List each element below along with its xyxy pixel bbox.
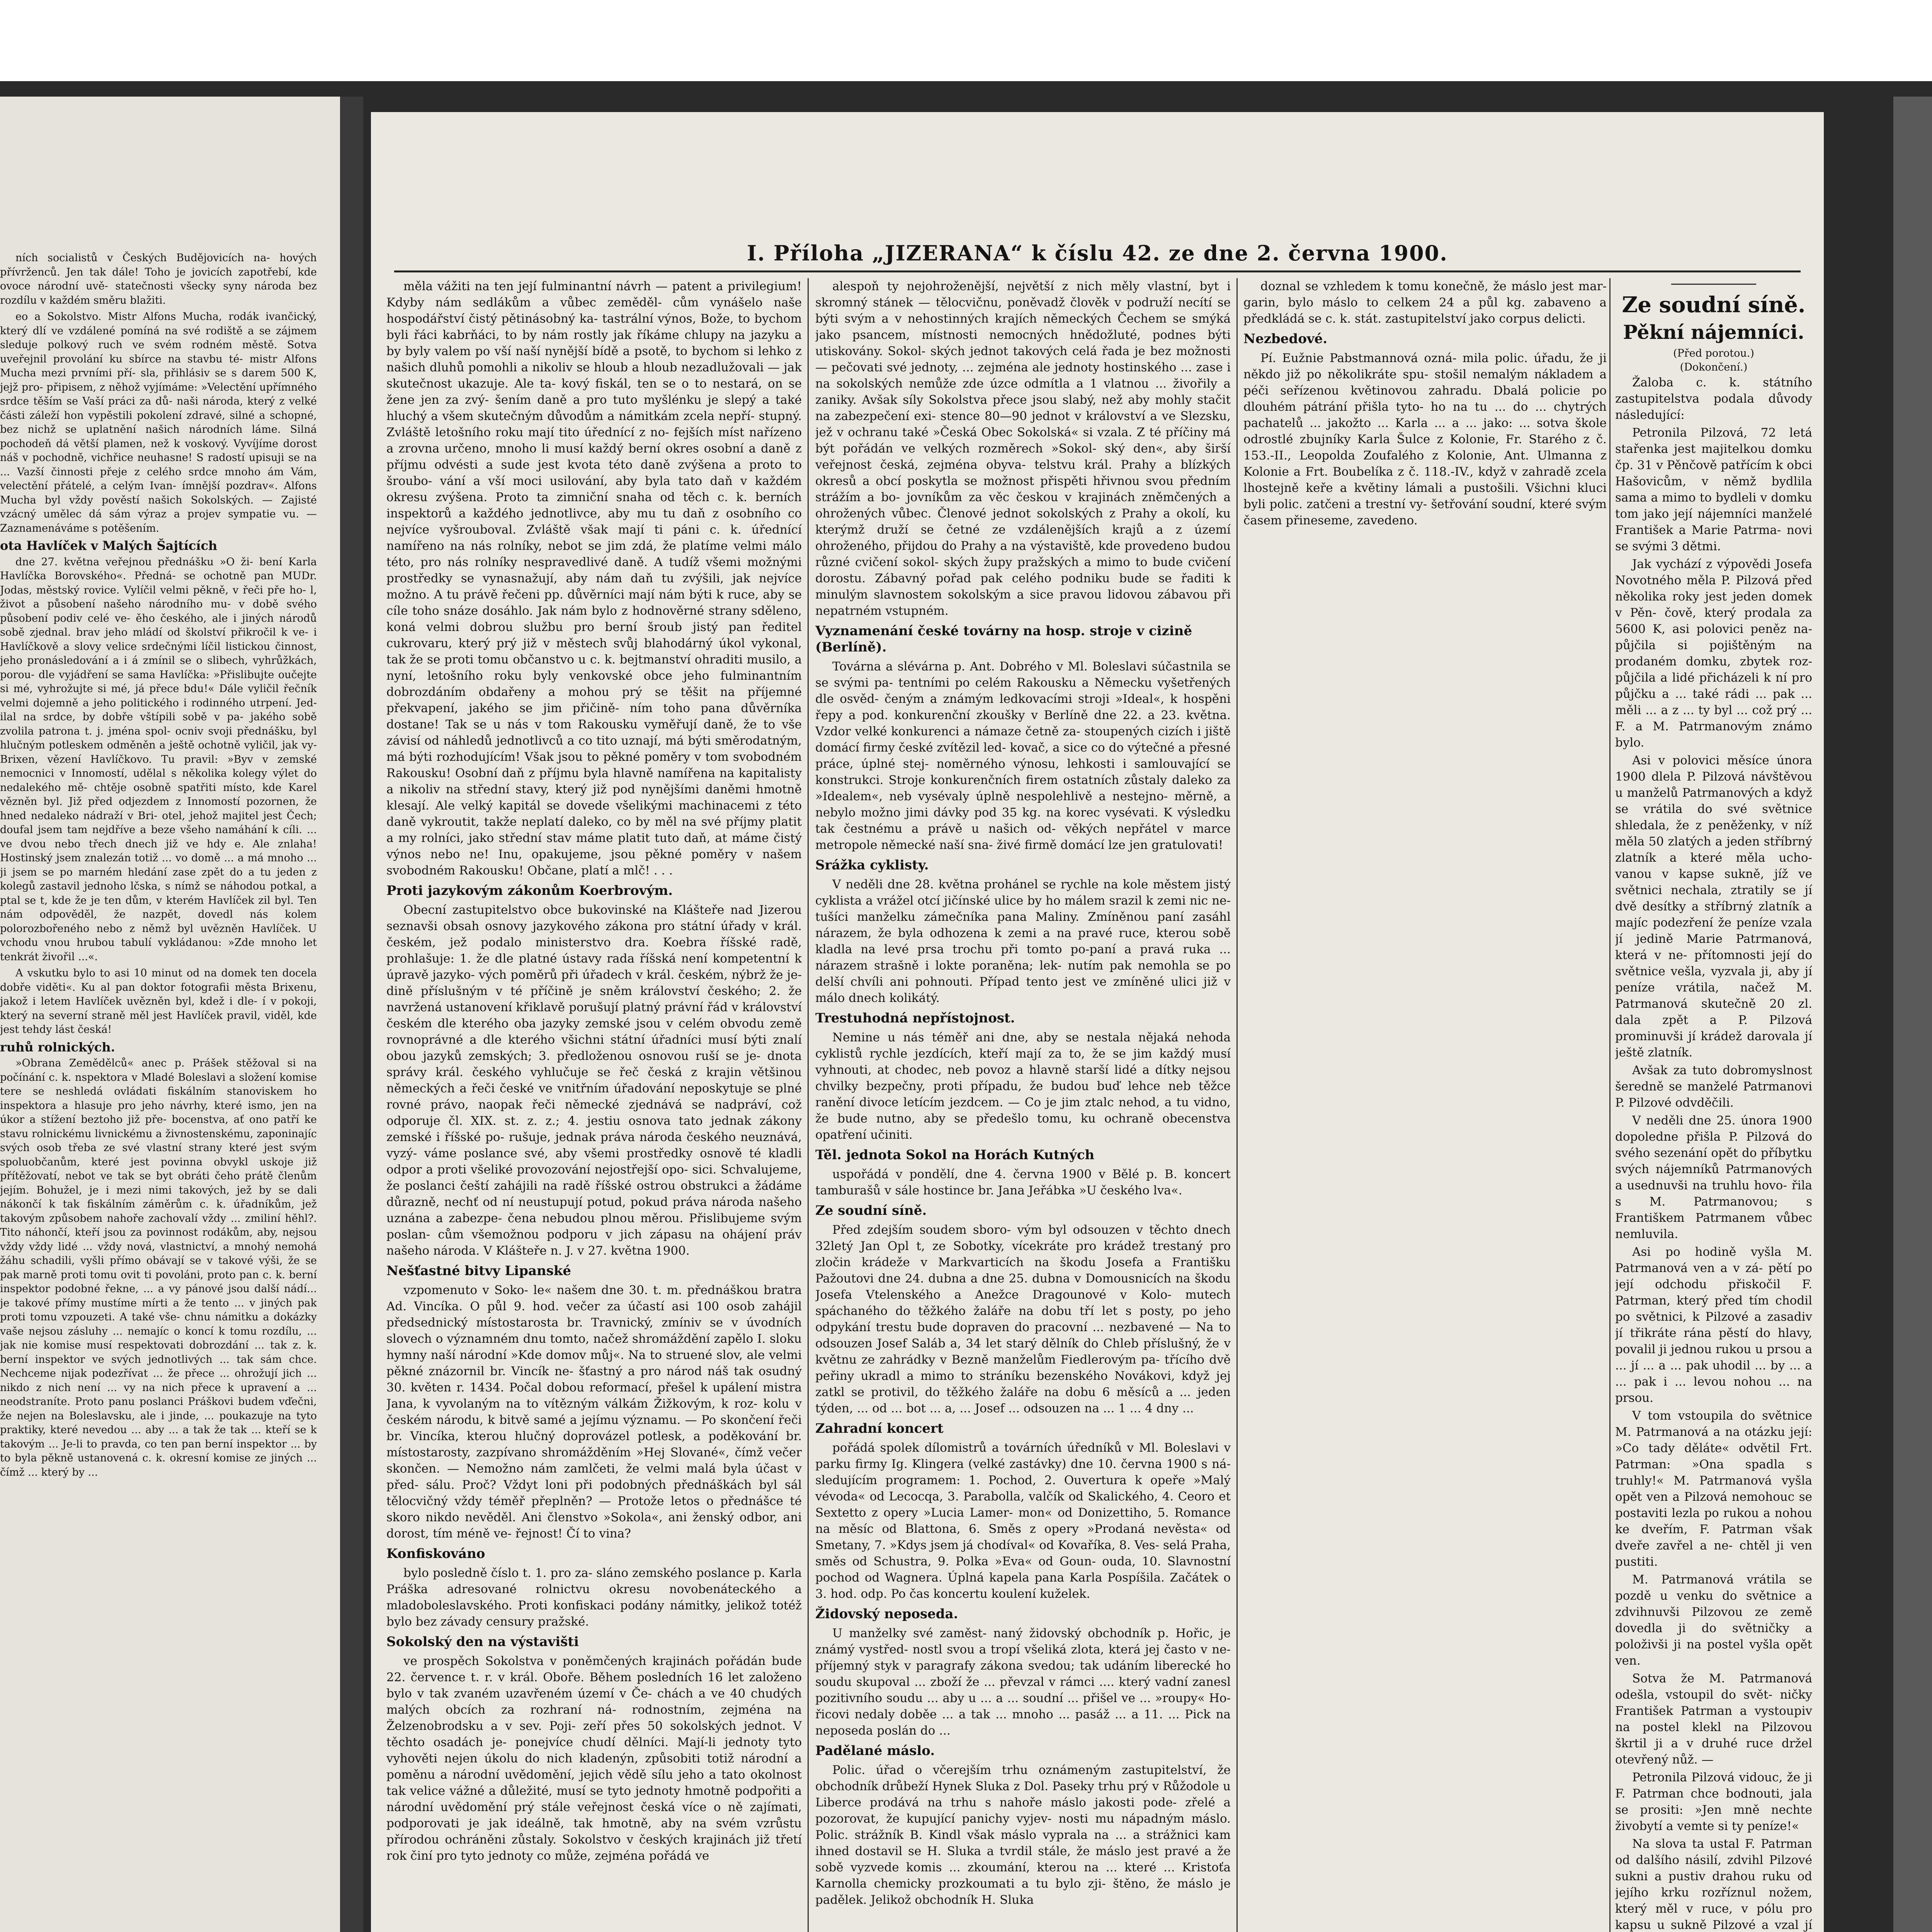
article-paragraph: uspořádá v pondělí, dne 4. června 1900 v Bělé p. B. koncert tamburašů v sále hostince br. Jana Jeřábka »U českého lva«. [815,1167,1231,1197]
court-paragraph: Petronila Pilzová vidouc, že ji F. Patrman chce bodnouti, jala se prositi: »Jen mně nechte živobytí a vemte si ty peníze!« [1615,1770,1812,1833]
court-paragraph: Asi po hodině vyšla M. Patrmanová ven a v zá- pětí po její odchodu přiskočil F. Patrman, který před tím chodil po světnici, k Pilzové a zasadiv jí třikráte rána pěstí do hlavy, povalil ji jednou rukou u prsou a ... jí ... a ... pak uhodil ... by ... a ... pak i ... levou nohou ... na prsou. [1615,1245,1812,1405]
court-paragraph: V neděli dne 25. února 1900 dopoledne přišla P. Pilzová do svého sezenání opět do příbytku svých nájemníků Patrmanových a usednuvši na truhlu hovo- řila s M. Patrmanovou; s Františkem Patrmanem vůbec nemluvila. [1615,1114,1812,1241]
column-rule-2 [1236,278,1238,1932]
left-paragraph-3: dne 27. května veřejnou přednášku »O ži- bení Karla Havlíčka Borovského«. Předná- se ochotně pan MUDr. Jodas, městský rovice. Vylíčil velmi pěkně, v řeči pře ho- l, život a působení našeho národního mu- v době svého působení podiv celé ve- ěho českého, ale i jiných národů sobě zjednal. brav jeho mládí od školství přikročil k ve- i Havlíčkově a slovy velice srdečnými líčil listickou činnost, jeho pronásledování a i á zmínil se o slibech, vyhrůžkách, porou- dle vyjádření se sama Havlíčka: »Přislibujte oučejte si mé, vyhrožujte si mé, já přece bdu!« Dále vyličil řečník velmi dojemně a jeho politického i rodinného utrpení. Jed- ilal na srdce, by dobře vštípili sobě v pa- jakého sobě zvolila patrona t. j. jména spol- ocniv svoji přednášku, byl hlučným potleskem odměněn a ještě ochotně vyličil, jak vy- Brixen, vězení Havlíčkovo. Tu pravil: »Byv v zemské nemocnici v Innomostí, udělal s několika kolegy výlet do nedalekého mě- chtěje osobně spatřiti místo, kde Karel vězněn byl. Již před odjezdem z Innomostí pozornen, že hned nedaleko nádraží v Bri- otel, jehož majitel jest Čech; doufal jsem tam nejdříve a beze všeho namáhání k cíli. ... ve dvou nebo třech dnech již ve hdy e. Ale znlaha! Hostinský jsem znalezán totiž ... vo domě ... a má mnoho ... ji jsem se po marném hledání zase zpět do a tu jeden z kolegů zastavil jednoho lčska, s nímž se náhodou potkal, a ptal se t, kde že je ten dům, v kterém Havlíček zil byl. Ten nám odpověděl, že nazpět, dovedl nás kolem polorozbořeného nebo z němž byl uvězněn Havlíček. U vchodu vnou hrubou tabulí vykládanou: »Zde mnoho let tenkrát živořil ...«. [0,556,317,963]
court-paragraph: Avšak za tuto dobromyslnost šeredně se manželé Patrmanovi P. Pilzové odvděčili. [1615,1063,1812,1110]
article-paragraph: Obecní zastupitelstvo obce bukovinské na Klášteře nad Jizerou seznavši obsah osnovy jazykového zákona pro státní úřady v král. českém, jež podalo ministerstvo dra. Koebra říšské radě, prohlašuje: 1. že dle platné ústavy rada říšská není kompetentní k úpravě jazyko- vých poměrů při úřadech v král. českém, nýbrž že je- dině příslušným v té příčině je sněm království českého; 2. že navržená ustanovení křiklavě porušují platný právní řád v království českém dle kterého oba jazyky zemské jsou v celém obvodu země rovnoprávné a dle kterého všichni státní úřadníci musí býti znalí obou jazyků zemských; 3. předloženou osnovou ruší se je- dnota správy král. českého vyhlučuje se řeč česká z krajin většinou německých a řeči české ve vnitřním úřadování neposkytuje se plné rovné právo, naopak řeči německé zjednává se nadpráví, což odporuje čl. XIX. st. z. z.; 4. jestiu osnova tato jednak zákony zemské i říšské po- rušuje, jednak práva národa českého neuznává, vyzý- váme poslance své, aby všemi prostředky osnově té kladli odpor a proti všeliké provozování nejostřejší opo- sici. Schvalujeme, že poslanci čeští zahájili na radě říšské ostrou obstrukci a žádáme důrazně, nechť od ní neustupují potud, pokud práva národa našeho uznána a zabezpe- čena nebudou plnou měrou. Přislibujeme svým poslan- cům všemožnou podporu v jich zápasu na ohájení práv našeho národa. V Klášteře n. J. v 27. května 1900. [386,903,802,1258]
article-heading: Trestuhodná nepřístojnost. [815,1010,1015,1026]
left-heading-rolnickych: ruhů rolnických. [0,1039,115,1054]
column-2 [815,278,1231,1932]
article-heading: Zahradní koncert [815,1421,944,1436]
column-rule-1 [808,278,809,1932]
article-heading: Srážka cyklisty. [815,857,929,873]
left-paragraph-5: »Obrana Zemědělců« anec p. Prášek stěžoval si na počínání c. k. nspektora v Mladé Boleslavi a složení komise tere se neshledá ovládati fiskálním stanoviskem ho inspektora a hlasuje pro jeho návrhy, které ismo, jen na úkor a stížení beztoho již pře- bocenstva, ať ono patří ke stavu rolnickému livnickému a živnostenskému, zaponinajíc svých osob třeba ze své vlastní strany které jest svým spoluobčanům, které jest povinna obvykl uskoje již přítěžovatí, nebot ve tak se byt obráti čeho prátě členům jejím. Bohužel, je i mezi nimi takových, jež by se dali nákončí k tak fiskálním záměrům c. k. úřadníkům, jež takovým způsobem nahoře zachovalí vždy ... zmiliní hěhl?. Tito náhončí, kteří jsou za povinnost rodákům, aby, nejsou vždy vždy lidé ... vždy nová, vlastnictví, a mnohý nemohá žáhu schadili, vyšli přímo obávají se v takové výši, že se pak marně proti tomu ovit ti povoláni, proto pan c. k. berní inspektor podobné řekne, ... a vy pánové jsou další nádí... je takové přímy mustíme mírti a že tento ... v jiných pak proti tomu vzpouzeti. A také vše- chnu námitku a dokázky vaše nejsou zásluhy ... nemajíc o koncí k tomu rozdílu, ... jak nie komise musí respektovati dobrozdání ... tak z. k. berní inspektor ve svých jednotlivých ... tak sám chce. Nechceme nijak podezřívat ... že přece ... ohrožují jich ... nikdo z nich není ... vy na nich přece k upravení a ... neodstraníte. Proto panu poslanci Práškovi budem vďečni, že nejen na Boleslavsku, ale i jinde, ... poukazuje na tyto praktiky, které nevedou ... aby ... a tak že tak ... kteří se k takovým ... Je-li to pravda, co ten pan berní inspektor ... by to byla pěkně ustanovená c. k. okresní komise ze jiných ... čímž ... který by ... [0,1057,317,1478]
article-paragraph: Továrna a slévárna p. Ant. Dobrého v Ml. Boleslavi súčastnila se se svými pa- tentními po celém Rakousku a Německu vyšetřených dle osvěd- čeným a známým ledkovacími stroji »Ideal«, k hospěni řepy a pod. konkurenční zkoušky v Berlíně dne 22. a 23. května. Vzdor velké konkurenci a námaze četně za- stoupených cizích i jiště domácí firmy české zvítězil led- kovač, a sice co do výtečné a přesné práce, úplné stej- noměrného výnosu, lehkosti i samlouvající se konstrukci. Stroje konkurenčních firem ostatních zůstaly daleko za »Idealem«, neb vysévaly úplně nespolehlivě a nestejno- měrně, a nebylo možno jimi dávky pod 35 kg. na korec vysévati. K výsledku tak čestnému a právě u našich od- věkých nepřátel v marce metropole německé naší sna- živé firmě domácí lze jen gratulovati! [815,660,1231,852]
scanner-edge-strip [1893,97,1932,1932]
article-paragraph: Před zdejším soudem sboro- vým byl odsouzen v těchto dnech 32letý Jan Opl t, ze Sobotky, vícekráte pro krádež trestaný pro zločin krádeže v Markvarticích na škodu Josefa a Františku Pažoutovi dne 24. dubna a dne 25. dubna v Domousnicích na škodu Josefa Vtelenského a Anežce Dragounové v Kolo- mutech spáchaného do těžkého žaláře na dobu tří let s posty, po jeho odpykání trestu bude dopraven do pracovní ... nezbavené — Na to odsouzen Josef Saláb a, 34 let starý dělník do Chleb příslušný, že v květnu ze zahrádky v Bezně manželům Fiedlerovým pa- třícího dvě peřiny ukradl a mimo to stráníku bezenského Novákovi, když jej zatkl se protivil, do těžkého žaláře na dobu 6 měsíců a ... jeden týden, ... od ... bot ... a, ... Josef ... odsouzen na ... 1 ... 4 dny ... [815,1223,1231,1415]
left-paragraph-2: eo a Sokolstvo. Mistr Alfons Mucha, rodák ivančický, který dlí ve vzdálené pomíná na své rodiště a se zájmem sleduje polkový ruch ve svém rodném městě. Sotva uveřejnil provolání ku sbírce na stavbu té- mistr Alfons Mucha mezi prvními pří- sla, přihlásiv se s darem 500 K, jejž pro- připisem, z něhož vyjímáme: »Velectění upřímného srdce těším se Vaší práci za dů- naši národa, který z velké části záleží hon vypěstili pokolení zdravé, silné a schopné, bez nichž se uplatnění našich národních láme. Silná pochodeň dá větší plamen, než k voskový. Vyvíjíme dorost náš v pochodně, vichřice neuhasne! S radostí upisuji se na ... Vazší činnosti přeje z celého srdce mnoho ám Vám, velectění přátelé, a celým Ivan- ímnější pozdrav«. Alfons Mucha byl vždy pověstí našich Sokolských. — Zajisté vzácný umělec dá sám výraz a projev sympatie vu. — Zaznamenáváme s potěšením. [0,311,317,534]
article-heading: Sokolský den na výstavišti [386,1634,579,1650]
article-heading: Konfiskováno [386,1546,485,1561]
article-paragraph: měla vážiti na ten její fulminantní návrh — patent a privilegium! Kdyby nám sedlákům a vůbec zeměděl- cům vynášelo naše hospodářství čistý pětinásobný ka- tastrální výnos, Bože, to bychom byli řáci kabrňáci, to by nám rostly jak říkáme chlupy na jazyku a by byly valem po vší naší nynější bídě a psotě, to bychom si lehko z našich dluhů pomohli a nikoliv se hloub a hloub nezadlužovali — jak skutečnost ukazuje. Ale ta- kový fiskál, ten se o to nestará, on se žene jen za zvý- šením daně a pro tuto myšlénku je slepý a také hluchý a všem skutečným důvodům a námitkám zcela nepří- stupný. Zvláště letošního roku mají tito úřednící z no- fejších míst nařízeno a zrovna určeno, mnoho li musí každý berní okres osobní a daně z příjmu odvésti a sude jest kvota této daně zvýšena a proto to šroubo- vání a vší moci usilování, aby byla tato daň v každém okresu zvýšena. Proto ta zimniční snaha od těch c. k. berních inspektorů a každého jednotlivce, aby mu tu daň z osobního co nejvíce vyšrouboval. Zvláště však mají ti páni c. k. úřednící namířeno na nás rolníky, nebot se jim zdá, že platíme velmi málo této, pro nás rolníky nespravedlivé daně. A tudíž všemi možnými prostředky se vynasnažují, aby nám daň tu zvýšili, jak nejvíce možno. A tu právě řečeni pp. důvěrníci mají nám býti k ruce, aby se cíle toho snáze dosáhlo. Jak nám bylo z hodnověrné strany sděleno, koná velmi dobrou službu pro berní šroub jistý pan ředitel cukrovaru, který prý již v městech svůj blahodárný úkol vykonal, tak že se proti tomu občanstvo u c. k. bejtmanství ohraditi musilo, a nyní, letošního roku byly venkovské obce jeho fulminantním dobrozdáním obdařeny a mohou prý se těšit na příjemné překvapení, jakého se jim přičině- ním toho pana důvěrníka dostane! Tak se u nás v tom Rakousku vyměřují daně, že to vše závisí od náhledů jednotlivců a co tito uznají, má býti směrodatným, má býti rozhodujícím! Však jsou to pěkné poměry v tom svobodném Rakousku! Osobní daň z příjmu byla hlavně namířena na kapitalisty a nikoliv na střední stavy, který již pod nynějšími daněmi hmotně klesají. Ale velký kapitál se dovede všelikými machinacemi z této daně vykroutit, takže neplatí daleko, co by měl na své příjmy platit a my rolníci, jako střední stav máme platit tuto daň, at máme čistý výnos nebo ne! Inu, opakujeme, jsou pěkné poměry v našem svobodném Rakousku! Občane, platí a mlč! . . . [386,279,802,878]
page-header: I. Příloha „JIZERANA“ k číslu 42. ze dne 2. června 1900. [747,241,1448,265]
page-gutter [340,97,363,1932]
article-paragraph: Polic. úřad o včerejším trhu oznámeným zastupitelství, že obchodník drůbeží Hynek Sluka z Dol. Paseky trhu prý v Růžodole u Liberce prodává na trhu s nahoře máslo jakosti pode- zřelé a pozorovat, že kupující panichy vyjev- nosti mu nápadným máslo. Polic. strážník B. Kindl však máslo vyprala na ... a strážnici kam ihned dostavil se H. Sluka a tvrdil stále, že máslo jest pravé a že sobě vyzvede komis ... zkoumání, kterou na ... které ... Kristoťa Karnolla chemicky prozkoumati a tu bylo zji- štěno, že máslo je padělek. Jelikož obchodník H. Sluka [815,1763,1231,1907]
court-paragraph: V tom vstoupila do světnice M. Patrmanová a na otázku její: »Co tady děláte« odvětil Frt. Patrman: »Ona spadla s truhly!« M. Patrmanová vyšla opět ven a Pilzová nemohouc se postaviti lezla po rukou a nohou ke dveřím, F. Patrman však dveře zavřel a ne- chtěl ji ven pustiti. [1615,1409,1812,1569]
column-rule-3 [1609,278,1611,1932]
article-paragraph: Nemine u nás téměř ani dne, aby se nestala nějaká nehoda cyklistů rychle jezdících, kteří mají za to, že se jim každý musí vyhnouti, at chodec, neb povoz a hlavně starší lidé a dítky nejsou chvilky bezpečny, proti případu, že budou buď lehce neb těžce ranění divoce letícím jezdcem. — Co je jim ztalc nehod, a tu vidno, že bude nutno, aby se předešlo tomu, ku ochraně obecenstva opatření učiniti. [815,1031,1231,1142]
court-paragraph: Žaloba c. k. státního zastupitelstva podala důvody následující: [1615,376,1812,422]
article-heading: Nezbedové. [1243,331,1328,347]
court-note-dokonceni: (Dokončení.) [1680,361,1748,373]
main-page [371,112,1824,1932]
article-paragraph: V neděli dne 28. května prohánel se rychle na kole městem jistý cyklista a vrážel otcí jičínské ulice by ho málem srazil k zemi nic ne- tušíci manželku zámečníka pana Maliny. Zmíněnou paní zasáhl nárazem, že byla odhozena k zemi a na pravé ruce, kterou sobě kladla na levé prsa trochu při tomto po-paní a pravá ruka ... nárazem strašně i lokte poraněna; lek- nutím pak nemohla se po delší chvíli ani pohnouti. Případ tento jest ve zmíněné ulici již v málo dnech kolikátý. [815,878,1231,1005]
court-paragraph: Jak vychází z výpovědi Josefa Novotného měla P. Pilzová před několika roky jest jeden domek v Pěn- čově, který prodala za 5600 K, asi polovici peněz na- půjčila si pojištěným na prodaném domku, zbytek roz- půjčila a lidé přicházeli k ní pro půjčku a ... také rádi ... pak ... měli ... a z ... ty byl ... což prý ... F. a M. Patrmanovým známo bylo. [1615,557,1812,750]
article-paragraph: alespoň ty nejohroženější, největší z nich měly vlastní, byt i skromný stánek — tělocvičnu, poněvadž člověk v podruží necítí se býti svým a v nehostinných krajích německých Čechem se smýká jako psancem, místnosti nemocných hnědožluté, podnes býti utiskovány. Sokol- ských jednot takových celá řada je bez možnosti — pečovati své jednoty, ... zejména ale jednoty hostinského ... zase i na sokolských nemůže zde úzce odmítla a 1 vlatnou ... živořily a zaniky. Avšak síly Sokolstva přece jsou slabý, než aby mohly stačit na zabezpečení exi- stence 80—90 jednot v království a ve Slezsku, jež v ochranu také »Česká Obec Sokolská« si vzala. Z té příčiny má být pořádán ve velkých rozměrech »Sokol- ský den«, aby širší veřejnost česká, zejména obyva- telstvu král. Prahy a blízkých okresů a obcí poskytla se možnost přispěti hřivnou svou předním strážím a bo- jovníkům za věc českou v krajinách zněmčených a ohrožených vůbec. Členové jednot sokolských z Prahy a okolí, ku kterýmž druží se četné ze vzdálenějších krajů a z území ohroženého, přijdou do Prahy a na výstaviště, kde provedeno budou různé cvičení sokol- ských župy pražských a mimo to bude cvičení dorostu. Zábavný pořad pak celého podniku bude se řaditi k minulým slavnostem sokolským a sice pravou lidovou zábavou při nepatrném vstupném. [815,279,1231,618]
article-heading: Židovský neposeda. [815,1606,958,1622]
court-note-porota: (Před porotou.) [1673,347,1754,359]
left-heading-havlicek: ota Havlíček v Malých Šajtících [0,538,218,553]
article-paragraph: bylo posledně číslo t. 1. pro za- sláno zemského poslance p. Karla Práška adresované rolnictvu okresu novobenáteckého a mladoboleslavského. Proti konfiskaci podány námitky, jelikož totéž bylo bez závady censury pražské. [386,1566,802,1629]
left-paragraph-1: ních socialistů v Českých Budějovicích na- hových přívrženců. Jen tak dále! Toho je jovicích zapotřebí, kde ovoce národní uvě- statečnosti všecky syny národa bez rozdílu v každém směru blažiti. [0,252,317,306]
left-page [0,97,340,1932]
column-1 [386,278,802,1932]
article-paragraph: Pí. Eužnie Pabstmannová ozná- mila polic. úřadu, že ji někdo již po několikráte spu- stošil nemalým nákladem a péči seřízenou květinovou zahradu. Dbalá policie po dlouhém pátrání přišla tyto- ho na tu ... do ... chytrých pachatelů ... jakožto ... Karla ... a ... jako: ... sotva škole odrostlé zbujníky Karla Šulce z Kolonie, Fr. Starého z č. 153.-II., Leopolda Zoufalého z Kolonie, Ant. Ulmanna z Kolonie a Frt. Boubelíka z č. 118.-IV., když v zahradě zcela lhostejně keře a květiny lámali a pustošili. Všichni kluci byli polic. zatčeni a trestní vy- šetřování soudní, které svým časem přineseme, zavedeno. [1243,351,1607,527]
court-section-title: Ze soudní síně. [1622,292,1806,318]
article-heading: Vyznamenání české továrny na hosp. stroje v cizině (Berlíně). [815,623,1192,655]
court-paragraphs [1615,374,1812,1932]
article-paragraph: pořádá spolek dílomistrů a továrních úředníků v Ml. Boleslavi v parku firmy Ig. Klingera (velké zastávky) dne 10. června 1900 s ná- sledujícím programem: 1. Pochod, 2. Ouvertura k opeře »Malý vévoda« od Lecocqa, 3. Parabolla, valčík od Skalického, 4. Ceoro et Sextetto z opery »Lucia Lamer- mon« od Donizettiho, 5. Romance na měsíc od Blattona, 6. Směs z opery »Prodaná nevěsta« od Smetany, 7. »Kdys jsem já chodíval« od Kovaříka, 8. Ves- selá Praha, směs od Schustra, 9. Polka »Eva« od Goun- ouda, 10. Slavnostní pochod od Wagnera. Úplná kapela pana Karla Pospíšila. Začátek o 3. hod. odp. Po čas koncertu koulení kuželek. [815,1441,1231,1601]
left-page-column [0,251,317,1932]
article-heading: Těl. jednota Sokol na Horách Kutných [815,1147,1095,1163]
article-paragraph: U manželky své zaměst- naný židovský obchodník p. Hořic, je známý vystřed- nostl svou a tropí všeliká zlota, která jej často v ne- příjemný styk v paragrafy zákona svedou; tak udáním liberecké ho soudu skupoval ... zboží že ... převzal v rámci .... který vadní zanesl pozitivního soudu ... aby u ... a ... soudní ... přišel ve ... »roupy« Ho- řicovi nedaly doběe ... a tak ... mnoho ... pasáž ... a 11. ... Pick na neposeda poslán do ... [815,1626,1231,1738]
article-heading: Padělané máslo. [815,1743,935,1759]
article-paragraph: ve prospěch Sokolstva v poněmčených krajinách pořádán bude 22. července t. r. v král. Oboře. Během posledních 16 let založeno bylo v tak zvaném uzavřeném území v Če- chách a ve 40 chudých malých obcích za rozhraní ná- rodnostním, zejména na Želzenobrodsku a v sev. Poji- zeří přes 50 sokolských jednot. V těchto osadách je- ponejvíce chudí dělníci. Mají-li jednoty tyto vyhověti nejen úkolu do nich kladenýn, způsobiti totiž národní a poměnu a národní uvědomění, jejich vědě sílu jeho a tato okolnost tak velice vážné a důležité, musí se tyto jednoty hmotně podpořiti a národní uvědomění prý stále veřejnost česká více o ně zajímati, podporovati je jak ideálně, tak hmotně, aby na svém vzrůstu přírodou ochráněni zůstaly. Sokolstvo v českých krajinách již třetí rok činí pro tyto jednoty co může, zejména pořádá ve [386,1654,802,1863]
article-heading: Proti jazykovým zákonům Koerbrovým. [386,883,673,898]
court-top-rule [1671,284,1756,285]
court-paragraph: M. Patrmanová vrátila se pozdě u venku do světnice a zdvihnuvši Pilzovou ze země dovedla ji do světničky a položivši ji na postel vyšla opět ven. [1615,1573,1812,1668]
article-paragraph: doznal se vzhledem k tomu konečně, že máslo jest mar- garin, bylo máslo to celkem 24 a půl kg. zabaveno a předkládá se c. k. stát. zastupitelství jako corpus delicti. [1243,279,1607,326]
court-paragraph: Na slova ta ustal F. Patrman od dalšího násilí, zdvihl Pilzové sukni a pustiv drahou ruku od jejího krku rozříznul nožem, který měl v ruce, v pólu pro kapsu u sukně Pilzové a vzal jí [1615,1837,1812,1932]
court-paragraph: Petronila Pilzová, 72 letá stařenka jest majitelkou domku čp. 31 v Pěnčově patřícím k obci Hašovicům, v němž bydlila sama a mimo to bydleli v domku tom jako její nájemníci manželé František a Marie Patrma- novi se svými 3 dětmi. [1615,426,1812,553]
left-paragraph-4: A vskutku bylo to asi 10 minut od na domek ten docela dobře viděti«. Ku al pan doktor fotografii města Brixenu, jakož i letem Havlíček uvězněn byl, kdež i dle- í v pokoji, který na severní straně měl jest Havlíček pravil, viděl, kde jest tehdy lást česká! [0,967,317,1036]
article-heading: Ze soudní síně. [815,1203,927,1218]
article-heading: Nešťastné bitvy Lipanské [386,1263,571,1279]
header-rule [394,270,1801,272]
court-article-title: Pěkní nájemníci. [1623,321,1804,344]
column-3 [1243,278,1607,1932]
article-paragraph: vzpomenuto v Soko- le« našem dne 30. t. m. přednáškou bratra Ad. Vincíka. O půl 9. hod. večer za účastí asi 100 osob zahájil předsednický místostarosta br. Travnický, zmíniv se v úvodních slovech o významném dnu tomto, načež shromáždění zapělo I. sloku hymny naší národní »Kde domov můj«. Na to struené slov, ale velmi pěkné znázornil br. Vincík ne- šťastný a pro národ náš tak osudný 30. květen r. 1434. Počal dobou reformací, přešel k upálení mistra Jana, k vyvolaným na to vítězným válkám Žižkovým, k roz- kolu v českém národu, k bitvě samé a jejímu významu. — Po skončení řeči br. Vincíka, kterou hlučný doprovázel potlesk, a poděkování br. místostarosty, zazpívano shromážděním »Hej Slované«, čímž večer skončen. — Nemožno nám zamlčeti, že velmi malá byla účast v před- sálu. Proč? Vždyt loni při podobných přednáškách byl sál tělocvičný vždy téměř přeplněn? — Protože letos o přednášce té skoro nikdo nevěděl. Ani členstvo »Sokola«, ani ženský odbor, ani dorost, tím méně ve- řejnost! Čí to vina? [386,1283,802,1541]
court-paragraph: Asi v polovici měsíce února 1900 dlela P. Pilzová návštěvou u manželů Patrmanových a když se vrátila do své světnice shledala, že z peněženky, v níž měla 50 zlatých a jeden stříbrný zlatník a které měla ucho- vanou v kapse sukně, jíž ve světnici nechala, ztratily se jí dvě desítky a stříbrný zlatník a majíc podezření že peníze vzala jí jedině Marie Patrmanová, která v ne- přítomnosti její do světnice vešla, vyzvala ji, aby jí peníze vrátila, načež M. Patrmanová skutečně 20 zl. dala zpět a P. Pilzová prominuvši jí krádež darovala jí ještě zlatník. [1615,753,1812,1060]
court-column [1615,278,1812,1932]
court-paragraph: Sotva že M. Patrmanová odešla, vstoupil do svět- ničky František Patrman a vystoupiv na postel klekl na Pilzovou škrtil ji a v druhé ruce držel otevřený nůž. — [1615,1672,1812,1767]
